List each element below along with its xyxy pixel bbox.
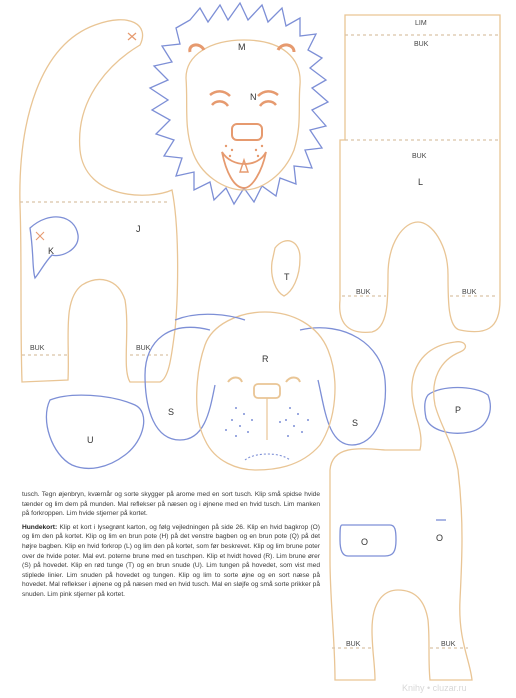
label-p: P bbox=[455, 405, 462, 415]
watermark: Knihy • cluzar.ru bbox=[402, 683, 467, 693]
label-u: U bbox=[87, 435, 94, 445]
label-s-left: S bbox=[168, 407, 175, 417]
label-r: R bbox=[262, 354, 269, 364]
label-n: N bbox=[250, 92, 257, 102]
label-s-right: S bbox=[352, 418, 359, 428]
label-t: T bbox=[284, 272, 290, 282]
label-m: M bbox=[238, 42, 246, 52]
instructions-text bbox=[22, 490, 320, 604]
lion-patch-piece bbox=[30, 217, 78, 278]
fold-label-lion-buk-left: BUK bbox=[30, 345, 45, 352]
label-l: L bbox=[418, 177, 424, 187]
spot-u-piece bbox=[46, 395, 143, 468]
lion-tongue-piece bbox=[272, 241, 300, 296]
lion-mane-piece bbox=[150, 3, 328, 204]
instructions-para-2-title: Hundekort: bbox=[22, 523, 58, 531]
fold-label-dog-buk-right: BUK bbox=[441, 641, 456, 648]
tail-mark bbox=[128, 33, 136, 40]
label-o-left: O bbox=[361, 537, 369, 547]
instructions-para-2-body: Klip et kort i lysegrønt karton, og følg vejledningen på side 26. Klip en hvid bagkrop (O) og lim den på kortet. Klip og lim en brun pote (H) på det venstre bagben og en brun pote (Q) på det højre bagben. Klip en hvid forkrop (L) og lim den på kortet, som før beskrevet. Klip og lim brune poter over de hvide poter. Mal evt. poterne brune med en tuschpen. Klip et hvidt hoved (R). Lim brune ører (S) på hovedet. Klip en rød tunge (T) og en brun snude (U). Lim tungen på hovedet, som vist med stiplede linier. Lim snuden på hovedet og tungen. Klip og lim to sorte øjne og en sort næse på hovedet. Mal reflekser i øjnene og på næsen med en hvid tusch. Mal en sløjfe og små sorte prikker på snuden. Lim pink stjerner på kortet. bbox=[22, 523, 320, 598]
lion-nose-outline bbox=[232, 124, 262, 140]
label-o-right: O bbox=[436, 533, 444, 543]
fold-label-buk-top: BUK bbox=[414, 41, 429, 48]
instructions-para-1: tusch. Tegn øjenbryn, kværnår og sorte skygger på arome med en sort tusch. Klip små spidse hvide tænder og lim dem på munden. Mal reflekser på næsen og i øjnene med en hvid tusch. Lim manken på forkroppen. Lim hvide stjerner på kortet. bbox=[22, 491, 320, 518]
dog-head-piece bbox=[175, 312, 335, 470]
fold-label-buk-mid: BUK bbox=[412, 153, 427, 160]
fold-label-panel-buk-right: BUK bbox=[462, 289, 477, 296]
dog-nose-outline bbox=[254, 384, 280, 398]
label-k: K bbox=[48, 246, 55, 256]
fold-label-lim: LIM bbox=[415, 20, 427, 27]
lion-face-piece bbox=[186, 40, 300, 190]
lion-body-piece bbox=[20, 20, 178, 382]
body-panel-piece bbox=[340, 15, 500, 332]
fold-label-lion-buk-right: BUK bbox=[136, 345, 151, 352]
dog-ear-right-piece bbox=[300, 328, 385, 445]
label-j: J bbox=[136, 224, 141, 234]
fold-label-panel-buk-left: BUK bbox=[356, 289, 371, 296]
fold-label-dog-buk-left: BUK bbox=[346, 641, 361, 648]
dog-ear-left-piece bbox=[145, 327, 215, 440]
dog-body-piece bbox=[330, 342, 472, 680]
instructions-para-2 bbox=[22, 523, 320, 600]
